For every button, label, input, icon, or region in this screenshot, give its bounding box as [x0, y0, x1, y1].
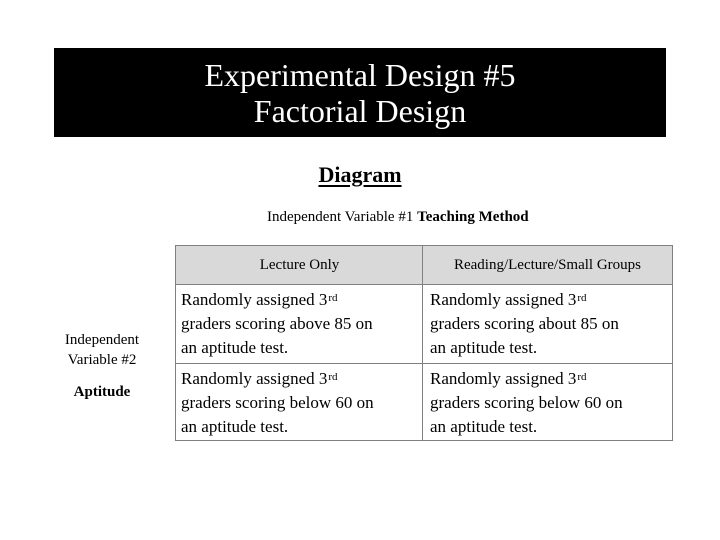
iv2-line2: Variable #2 [67, 352, 137, 368]
diagram-heading-text: Diagram [318, 162, 402, 187]
iv1-prefix: Independent Variable #1 [267, 209, 414, 225]
cell-text: graders scoring about 85 on [430, 314, 619, 333]
table-cell-high-aptitude-lecture [181, 288, 373, 360]
column-header-reading-lecture-small-groups: Reading/Lecture/Small Groups [423, 246, 672, 284]
slide-title-line2: Factorial Design [253, 92, 467, 129]
cell-text: Randomly assigned 3 [181, 290, 328, 309]
cell-superscript: rd [577, 371, 587, 383]
cell-text: Randomly assigned 3 [430, 290, 577, 309]
iv2-line1: Independent [64, 332, 140, 348]
cell-text: an aptitude test. [430, 417, 538, 436]
independent-variable-2-label [54, 330, 150, 370]
row-divider [176, 363, 672, 364]
table-cell-high-aptitude-reading [430, 288, 619, 360]
cell-text: Randomly assigned 3 [430, 369, 577, 388]
factorial-table [175, 245, 673, 441]
column-divider [422, 246, 423, 440]
diagram-heading [0, 162, 720, 188]
cell-text: graders scoring above 85 on [181, 314, 373, 333]
cell-text: graders scoring below 60 on [181, 393, 374, 412]
cell-text: Randomly assigned 3 [181, 369, 328, 388]
cell-text: an aptitude test. [181, 417, 289, 436]
slide-title-line1: Experimental Design #5 [204, 56, 516, 93]
iv2-name: Aptitude [73, 384, 131, 400]
iv1-name: Teaching Method [417, 209, 529, 225]
table-cell-low-aptitude-lecture [181, 367, 374, 439]
cell-text: an aptitude test. [181, 338, 289, 357]
independent-variable-1-label [267, 209, 529, 226]
title-band [54, 48, 666, 137]
cell-text: graders scoring below 60 on [430, 393, 623, 412]
column-header-lecture-only: Lecture Only [176, 246, 423, 284]
cell-superscript: rd [328, 292, 338, 304]
table-cell-low-aptitude-reading [430, 367, 623, 439]
cell-text: an aptitude test. [430, 338, 538, 357]
cell-superscript: rd [328, 371, 338, 383]
header-divider [176, 284, 672, 285]
cell-superscript: rd [577, 292, 587, 304]
